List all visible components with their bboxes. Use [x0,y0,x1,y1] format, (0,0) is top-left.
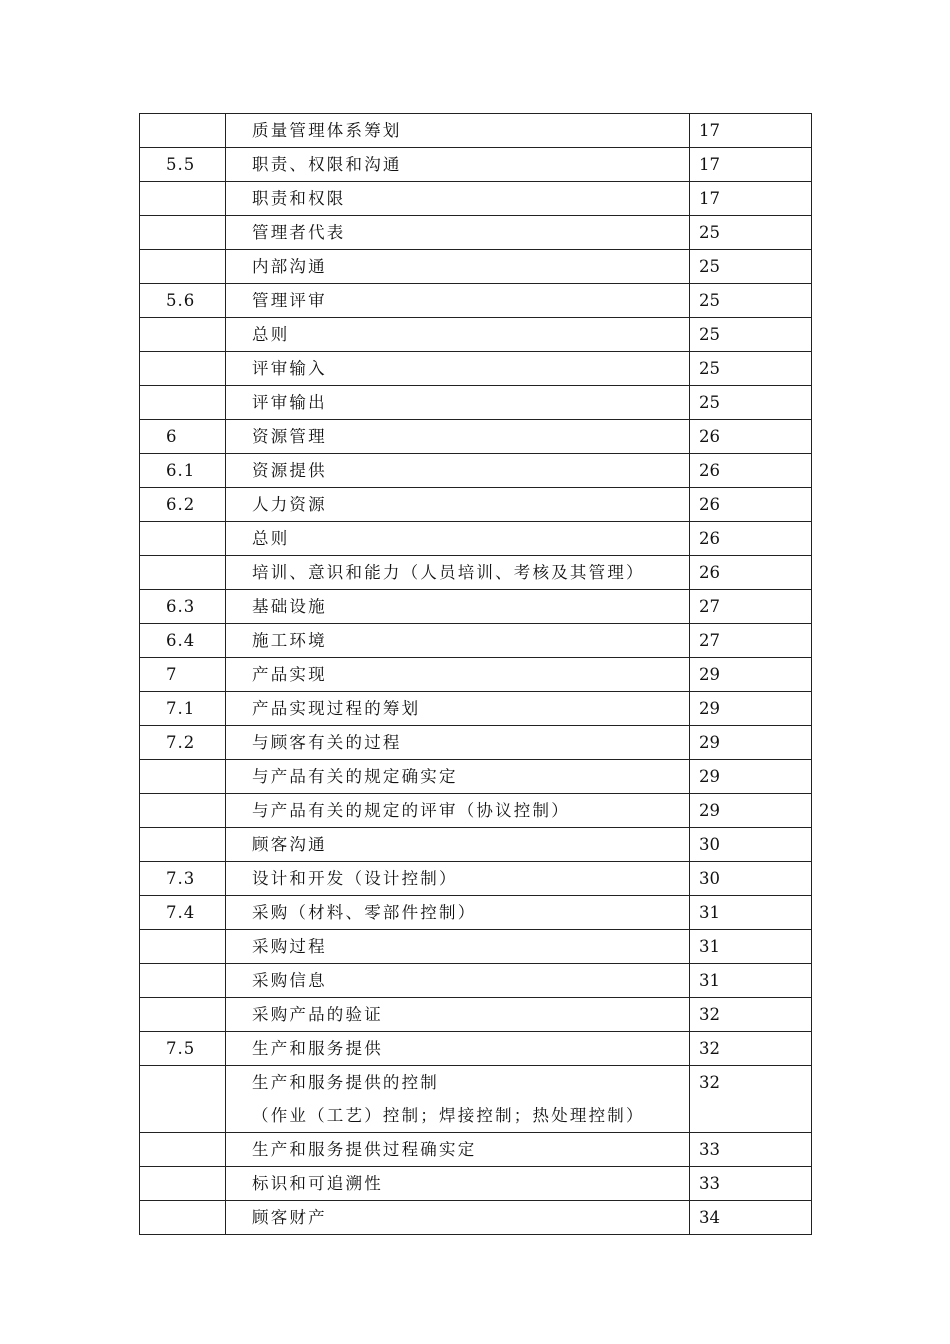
section-number [140,318,226,352]
page-number: 27 [690,624,812,658]
page-number: 25 [690,386,812,420]
table-row [140,828,812,862]
section-title [226,726,690,760]
section-number: 7.5 [140,1032,226,1066]
section-title [226,1201,690,1235]
table-row [140,556,812,590]
page-number: 29 [690,760,812,794]
section-title [226,1167,690,1201]
section-title [226,828,690,862]
toc-body [140,114,812,1235]
section-title [226,522,690,556]
section-title [226,692,690,726]
section-title-line: 人力资源 [252,495,327,514]
section-title-line: 采购产品的验证 [252,1005,383,1024]
page-number: 29 [690,692,812,726]
section-number: 7.3 [140,862,226,896]
section-title-line: 职责、权限和沟通 [252,155,402,174]
table-row [140,352,812,386]
section-title-line: 生产和服务提供 [252,1039,383,1058]
table-row [140,590,812,624]
section-title-line: （作业（工艺）控制；焊接控制；热处理控制） [252,1106,645,1125]
section-title-line: 资源提供 [252,461,327,480]
section-title [226,624,690,658]
section-title-line: 产品实现 [252,665,327,684]
section-title [226,182,690,216]
section-title-line: 生产和服务提供的控制 [252,1073,439,1092]
section-number [140,556,226,590]
table-row [140,216,812,250]
page-number: 33 [690,1133,812,1167]
section-number [140,930,226,964]
section-number: 6.1 [140,454,226,488]
section-title-line: 标识和可追溯性 [252,1174,383,1193]
section-title [226,250,690,284]
section-title [226,488,690,522]
section-title-line: 顾客财产 [252,1208,327,1227]
page-number: 17 [690,148,812,182]
page-number: 31 [690,964,812,998]
section-title-line: 采购（材料、零部件控制） [252,903,477,922]
section-title [226,964,690,998]
page-number: 25 [690,318,812,352]
section-title [226,1133,690,1167]
table-row [140,1133,812,1167]
page-number: 29 [690,726,812,760]
section-title-line: 设计和开发（设计控制） [252,869,458,888]
section-title-line: 施工环境 [252,631,327,650]
section-number [140,964,226,998]
section-title-line: 产品实现过程的筹划 [252,699,421,718]
section-title-line: 采购过程 [252,937,327,956]
section-number [140,522,226,556]
section-number: 6.4 [140,624,226,658]
table-row [140,692,812,726]
section-title [226,386,690,420]
page-number: 31 [690,930,812,964]
table-row [140,148,812,182]
section-title-line: 生产和服务提供过程确实定 [252,1140,477,1159]
page-number: 25 [690,250,812,284]
section-title [226,930,690,964]
page-number: 33 [690,1167,812,1201]
page-number: 26 [690,454,812,488]
section-number: 6.2 [140,488,226,522]
page-number: 32 [690,1032,812,1066]
table-row [140,930,812,964]
section-title [226,148,690,182]
section-title [226,862,690,896]
table-row [140,488,812,522]
table-row [140,726,812,760]
section-number [140,998,226,1032]
table-row [140,896,812,930]
table-row [140,318,812,352]
page-number: 32 [690,998,812,1032]
section-title [226,998,690,1032]
page-number: 27 [690,590,812,624]
section-title-line: 管理者代表 [252,223,346,242]
section-number: 6 [140,420,226,454]
section-number [140,1201,226,1235]
section-number [140,114,226,148]
table-row [140,420,812,454]
table-of-contents [139,113,812,1235]
section-title [226,420,690,454]
table-row [140,284,812,318]
section-title [226,1032,690,1066]
page-number: 29 [690,794,812,828]
section-number [140,1066,226,1133]
table-row [140,998,812,1032]
section-title-line: 与产品有关的规定的评审（协议控制） [252,801,570,820]
page-number: 34 [690,1201,812,1235]
section-number [140,182,226,216]
page-number: 26 [690,420,812,454]
section-title [226,590,690,624]
table-row [140,624,812,658]
page-number: 25 [690,216,812,250]
page-number: 30 [690,828,812,862]
section-title-line: 管理评审 [252,291,327,310]
section-title-line: 顾客沟通 [252,835,327,854]
section-title [226,556,690,590]
section-title-line: 总则 [252,325,290,344]
page-number: 17 [690,182,812,216]
table-row [140,760,812,794]
page-number: 26 [690,488,812,522]
section-title-line: 与顾客有关的过程 [252,733,402,752]
section-title-line: 内部沟通 [252,257,327,276]
table-row [140,182,812,216]
section-number [140,760,226,794]
table-row [140,794,812,828]
section-number [140,216,226,250]
section-title-line: 采购信息 [252,971,327,990]
table-row [140,522,812,556]
section-number [140,794,226,828]
table-row [140,250,812,284]
table-row [140,454,812,488]
section-number [140,386,226,420]
section-number: 7.1 [140,692,226,726]
table-row [140,1167,812,1201]
table-row [140,1201,812,1235]
section-title [226,454,690,488]
section-number: 7 [140,658,226,692]
section-number [140,1167,226,1201]
section-number: 5.5 [140,148,226,182]
section-number: 7.2 [140,726,226,760]
page-number: 31 [690,896,812,930]
page-number: 29 [690,658,812,692]
section-title [226,760,690,794]
section-number: 6.3 [140,590,226,624]
section-title [226,1066,690,1133]
section-title-line: 基础设施 [252,597,327,616]
section-title-line: 评审输出 [252,393,327,412]
page-number: 26 [690,556,812,590]
section-title-line: 总则 [252,529,290,548]
section-number [140,1133,226,1167]
section-title-line: 质量管理体系筹划 [252,121,402,140]
section-title-line: 资源管理 [252,427,327,446]
section-title [226,318,690,352]
section-number: 5.6 [140,284,226,318]
section-title [226,284,690,318]
section-title [226,352,690,386]
section-title [226,216,690,250]
section-title-line: 职责和权限 [252,189,346,208]
section-number [140,352,226,386]
table-row [140,964,812,998]
table-row [140,862,812,896]
page-number: 26 [690,522,812,556]
section-number [140,250,226,284]
section-title [226,794,690,828]
section-number: 7.4 [140,896,226,930]
section-title-line: 评审输入 [252,359,327,378]
table-row [140,114,812,148]
page-number: 25 [690,284,812,318]
section-number [140,828,226,862]
page-number: 30 [690,862,812,896]
table-row [140,1032,812,1066]
section-title [226,896,690,930]
section-title-line: 与产品有关的规定确实定 [252,767,458,786]
table-row [140,386,812,420]
page-number: 17 [690,114,812,148]
section-title [226,658,690,692]
section-title-line: 培训、意识和能力（人员培训、考核及其管理） [252,563,645,582]
table-row [140,1066,812,1133]
page-number: 25 [690,352,812,386]
section-title [226,114,690,148]
table-row [140,658,812,692]
page-number: 32 [690,1066,812,1133]
